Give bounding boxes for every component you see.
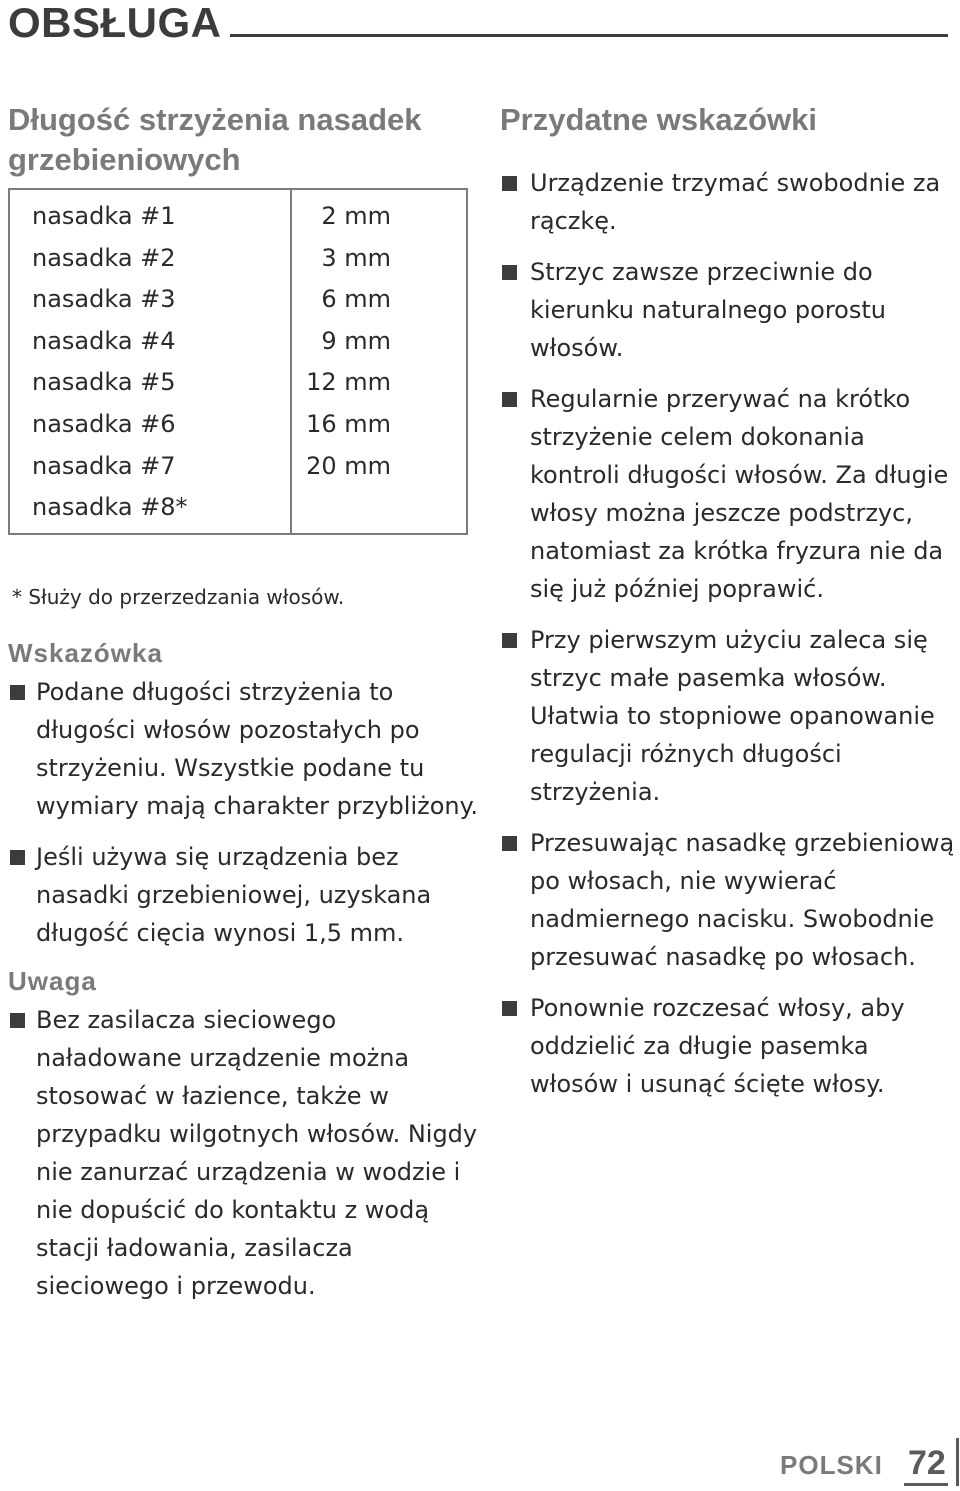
bullet-square-icon bbox=[502, 392, 517, 407]
bullet-square-icon bbox=[502, 836, 517, 851]
list-item bbox=[500, 380, 955, 608]
tip-list bbox=[8, 673, 478, 952]
table-row bbox=[9, 189, 467, 238]
attachment-length: 16 mm bbox=[306, 409, 391, 438]
list-item bbox=[500, 621, 955, 811]
attachment-length: 3 mm bbox=[321, 243, 391, 272]
warning-heading: Uwaga bbox=[8, 965, 97, 996]
attachment-name: nasadka #3 bbox=[9, 279, 291, 321]
list-item-text: Urządzenie trzymać swobodnie za rączkę. bbox=[530, 169, 941, 235]
footer-language: POLSKI bbox=[780, 1450, 883, 1480]
page-footer bbox=[780, 1440, 960, 1490]
page-title: OBSŁUGA bbox=[8, 0, 222, 46]
attachment-length: 6 mm bbox=[321, 285, 391, 314]
attachment-length bbox=[291, 487, 467, 534]
attachment-name: nasadka #8* bbox=[9, 487, 291, 534]
list-item bbox=[500, 989, 955, 1103]
table-row bbox=[9, 446, 467, 488]
list-item-text: Przy pierwszym użyciu zaleca się strzyc małe pasemka włosów. Ułatwia to stopniowe opanowanie regulacji różnych długości strzyżenia. bbox=[530, 626, 935, 806]
warning-list bbox=[8, 1001, 478, 1305]
list-item bbox=[500, 824, 955, 976]
left-column bbox=[8, 100, 478, 1318]
attachment-name: nasadka #4 bbox=[9, 321, 291, 363]
footer-divider bbox=[956, 1438, 959, 1486]
list-item bbox=[8, 673, 478, 825]
attachment-name: nasadka #6 bbox=[9, 404, 291, 446]
bullet-square-icon bbox=[502, 265, 517, 280]
table-row bbox=[9, 362, 467, 404]
attachment-length: 20 mm bbox=[306, 451, 391, 480]
table-row bbox=[9, 238, 467, 280]
bullet-square-icon bbox=[10, 685, 25, 700]
bullet-square-icon bbox=[10, 1013, 25, 1028]
footnote: * Służy do przerzedzania włosów. bbox=[12, 584, 345, 609]
list-item-text: Strzyc zawsze przeciwnie do kierunku naturalnego porostu włosów. bbox=[530, 258, 886, 362]
attachment-name: nasadka #7 bbox=[9, 446, 291, 488]
attachment-name: nasadka #5 bbox=[9, 362, 291, 404]
useful-tips-list bbox=[500, 164, 955, 1103]
header-rule bbox=[230, 34, 948, 37]
table-row bbox=[9, 279, 467, 321]
list-item-text: Ponownie rozczesać włosy, aby oddzielić za długie pasemka włosów i usunąć ścięte włosy. bbox=[530, 994, 905, 1098]
bullet-square-icon bbox=[502, 633, 517, 648]
table-row bbox=[9, 487, 467, 534]
list-item bbox=[500, 164, 955, 240]
list-item-text: Bez zasilacza sieciowego naładowane urządzenie można stosować w łazience, także w przypadku wilgotnych włosów. Nigdy nie zanurzać urządzenia w wodzie i nie dopuścić do kontaktu z wodą stacji ładowania, zasilacza sieciowego i przewodu. bbox=[36, 1005, 478, 1300]
bullet-square-icon bbox=[10, 850, 25, 865]
attachment-length: 12 mm bbox=[306, 368, 391, 397]
right-column bbox=[500, 100, 955, 1116]
attachment-length: 2 mm bbox=[321, 202, 391, 230]
list-item-text: Podane długości strzyżenia to długości włosów pozostałych po strzyżeniu. Wszystkie podane tu wymiary mają charakter przybliżony. bbox=[36, 677, 479, 820]
attachment-name: nasadka #2 bbox=[9, 238, 291, 280]
attachment-name: nasadka #1 bbox=[9, 189, 291, 238]
table-row bbox=[9, 404, 467, 446]
page-header bbox=[8, 0, 948, 50]
tip-heading: Wskazówka bbox=[8, 637, 163, 668]
bullet-square-icon bbox=[502, 1001, 517, 1016]
list-item-text: Regularnie przerywać na krótko strzyżenie celem dokonania kontroli długości włosów. Za długie włosy można jeszcze podstrzyc, natomiast za krótka fryzura nie da się już później poprawić. bbox=[530, 385, 949, 603]
table-row bbox=[9, 321, 467, 363]
lengths-table bbox=[8, 188, 468, 535]
list-item bbox=[500, 253, 955, 367]
useful-tips-heading: Przydatne wskazówki bbox=[500, 102, 818, 137]
lengths-heading: Długość strzyżenia nasadek grzebieniowych bbox=[8, 102, 422, 177]
list-item bbox=[8, 1001, 478, 1305]
list-item bbox=[8, 838, 478, 952]
list-item-text: Przesuwając nasadkę grzebieniową po włosach, nie wywierać nadmiernego nacisku. Swobodnie przesuwać nasadkę po włosach. bbox=[530, 829, 955, 971]
attachment-length: 9 mm bbox=[321, 326, 391, 355]
list-item-text: Jeśli używa się urządzenia bez nasadki grzebieniowej, uzyskana długość cięcia wynosi 1,5 mm. bbox=[36, 842, 432, 947]
page-number: 72 bbox=[904, 1444, 948, 1486]
bullet-square-icon bbox=[502, 176, 517, 191]
